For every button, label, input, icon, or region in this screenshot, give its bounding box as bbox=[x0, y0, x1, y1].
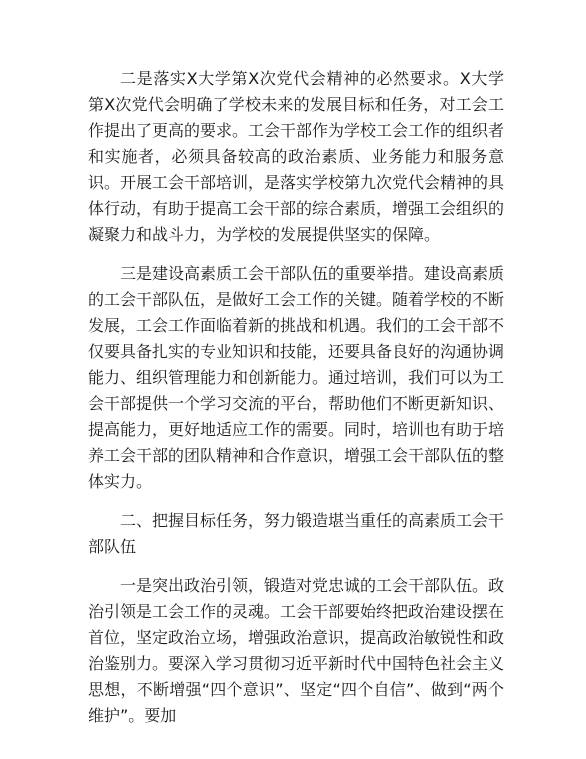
document-body bbox=[88, 66, 504, 729]
paragraph-measure: 三是建设高素质工会干部队伍的重要举措。建设高素质的工会干部队伍，是做好工会工作的关键。随着学校的不断发展，工会工作面临着新的挑战和机遇。我们的工会干部不仅要具备扎实的专业知识和技能，还要具备良好的沟通协调能力、组织管理能力和创新能力。通过培训，我们可以为工会干部提供一个学习交流的平台，帮助他们不断更新知识、提高能力，更好地适应工作的需要。同时，培训也有助于培养工会干部的团队精神和合作意识，增强工会干部队伍的整体实力。 bbox=[88, 264, 505, 491]
section-heading: 二、把握目标任务，努力锻造堪当重任的高素质工会干部队伍 bbox=[88, 511, 505, 556]
paragraph-requirement: 二是落实X大学第X次党代会精神的必然要求。X大学第X次党代会明确了学校未来的发展目标和任务，对工会工作提出了更高的要求。工会干部作为学校工会工作的组织者和实施者，必须具备较高的政治素质、业务能力和服务意识。开展工会干部培训，是落实学校第九次党代会精神的具体行动，有助于提高工会干部的综合素质，增强工会组织的凝聚力和战斗力，为学校的发展提供坚实的保障。 bbox=[88, 69, 505, 244]
paragraph-political-guidance: 一是突出政治引领，锻造对党忠诚的工会干部队伍。政治引领是工会工作的灵魂。工会干部要始终把政治建设摆在首位，坚定政治立场，增强政治意识，提高政治敏锐性和政治鉴别力。要深入学习贯彻习近平新时代中国特色社会主义思想，不断增强“四个意识”、坚定“四个自信”、做到“两个维护”。要加 bbox=[88, 576, 505, 725]
